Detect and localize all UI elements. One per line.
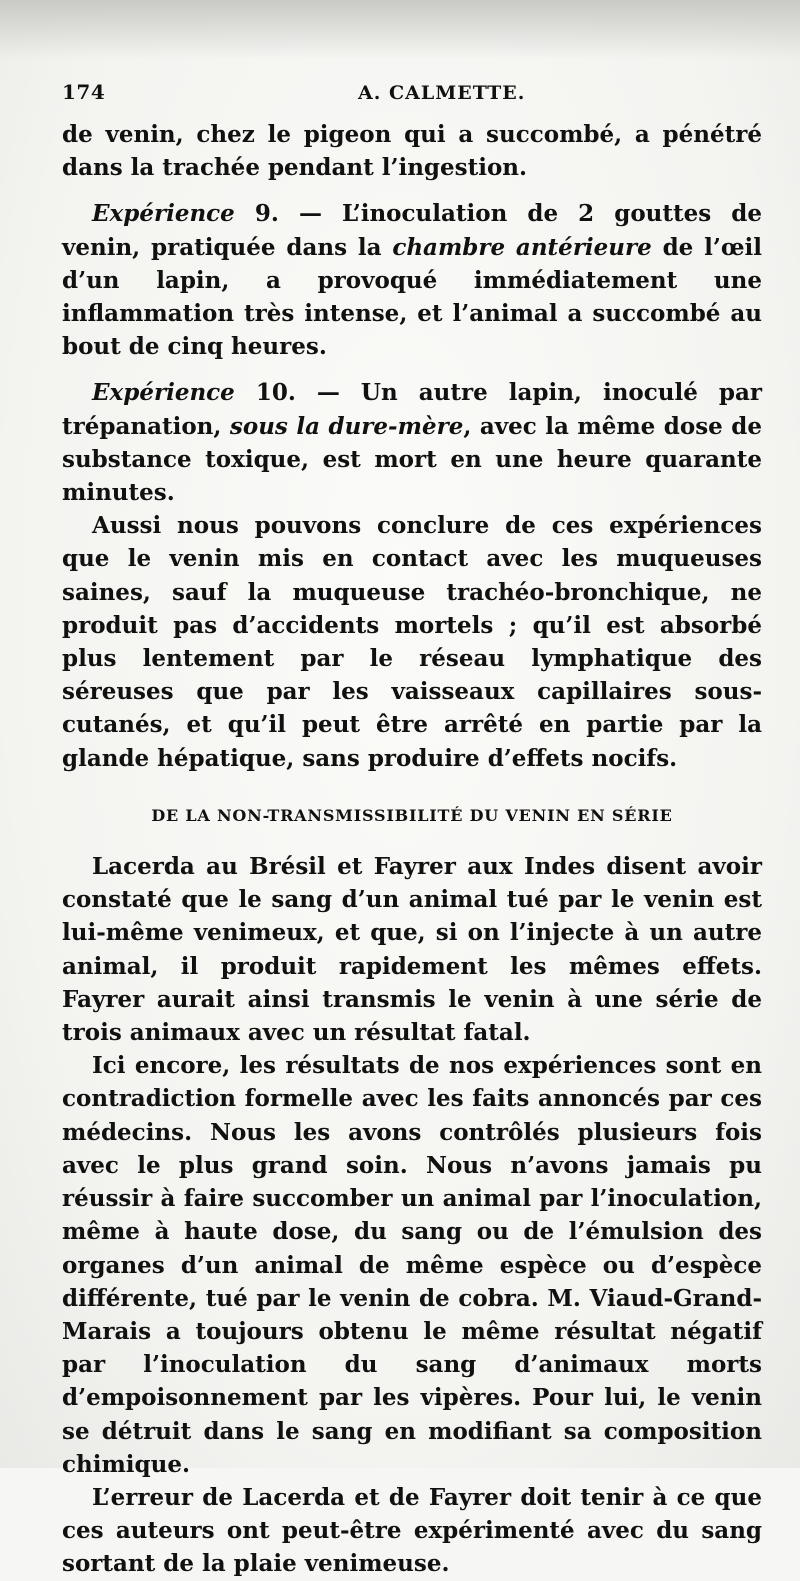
- paragraph-contradiction: Ici encore, les résultats de nos expériences sont en contradiction formelle avec les faits annoncés par ces médecins. Nous les avons contrôlés plusieurs fois avec le plus grand soin. Nous n’avons jamais pu réussir à faire succomber un animal par l’inoculation, même à haute dose, du sang ou de l’émulsion des organes d’un animal de même espèce ou d’espèce différente, tué par le venin de cobra. M. Viaud-Grand-Marais a toujours obtenu le même résultat négatif par l’inoculation du sang d’animaux morts d’empoisonnement par les vipères. Pour lui, le venin se détruit dans le sang en modifiant sa composition chimique.: [62, 1052, 762, 1478]
- experience-text: — Un autre lapin, inoculé par trépanation,: [62, 379, 762, 440]
- emphasis-text: chambre antérieure: [392, 233, 652, 261]
- emphasis-text: sous la dure-mère: [229, 412, 464, 440]
- experience-label: Expérience: [92, 200, 235, 228]
- running-head: A. CALMETTE.: [358, 82, 526, 104]
- paragraph-lacerda-fayrer: Lacerda au Brésil et Fayrer aux Indes disent avoir constaté que le sang d’un animal tué par le venin est lui-même venimeux, et que, si on l’injecte à un autre animal, il produit rapidement les mêmes effets. Fayrer aurait ainsi transmis le venin à une série de trois animaux avec un résultat fatal.: [62, 853, 762, 1047]
- paragraph-error: L’erreur de Lacerda et de Fayrer doit tenir à ce que ces auteurs ont peut-être expérimenté avec du sang sortant de la plaie venimeuse.: [62, 1483, 762, 1578]
- experience-text: — L’inoculation de 2 gouttes de venin, pratiquée dans la: [62, 200, 762, 261]
- experience-label: Expérience: [92, 379, 235, 407]
- paragraph-experience-9: [62, 197, 762, 363]
- paragraph-continuation: de venin, chez le pigeon qui a succombé, a pénétré dans la trachée pendant l’ingestion.: [62, 121, 762, 182]
- section-title: DE LA NON-TRANSMISSIBILITÉ DU VENIN EN SÉRIE: [151, 805, 673, 825]
- experience-number: 10.: [234, 379, 296, 407]
- experience-text: , avec la même dose de substance toxique, est mort en une heure quarante minutes.: [62, 412, 762, 507]
- page-number: 174: [62, 80, 106, 104]
- body-text: [62, 118, 762, 1581]
- paragraph-conclusion: Aussi nous pouvons conclure de ces expériences que le venin mis en contact avec les muqueuses saines, sauf la muqueuse trachéo-bronchique, ne produit pas d’accidents mortels ; qu’il est absorbé plus lentement par le réseau lymphatique des séreuses que par les vaisseaux capillaires sous-cutanés, et qu’il peut être arrêté en partie par la glande hépatique, sans produire d’effets nocifs.: [62, 512, 762, 772]
- paragraph-experience-10: [62, 376, 762, 509]
- page-header: [62, 80, 758, 110]
- scan-shadow: [0, 0, 800, 60]
- experience-text: de l’œil d’un lapin, a provoqué immédiatement une inflammation très intense, et l’animal a succombé au bout de cinq heures.: [62, 233, 763, 361]
- experience-number: 9.: [234, 200, 279, 228]
